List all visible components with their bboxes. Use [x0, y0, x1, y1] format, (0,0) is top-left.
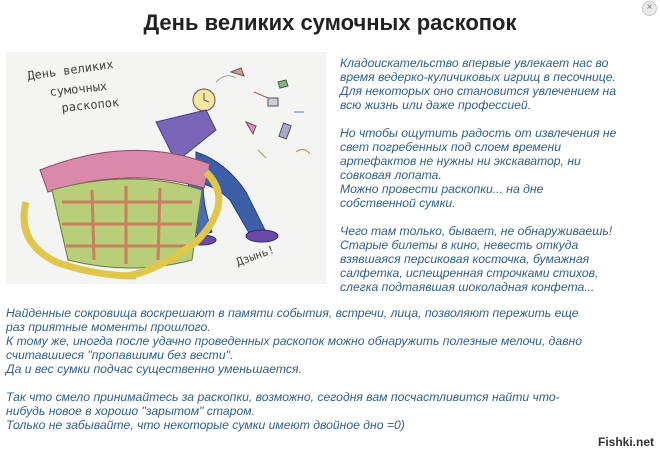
bottom-text: [6, 306, 646, 432]
illustration-sound: Дзынь!: [234, 243, 277, 269]
flying-items-icon: [193, 68, 310, 158]
right-paragraph-2: Но чтобы ощутить радость от извлечения не свет погребенных под слоем времени артефактов не нужны ни экскаватор, ни совковая лопата. Можно провести раскопки... на дне собственной сумки.: [340, 126, 617, 210]
illustration-caption-line-2: сумочных: [48, 79, 108, 99]
right-paragraph-3: Чего там только, бывает, не обнаруживаешь! Старые билеты в кино, невесть откуда взявшаяся персиковая косточка, бумажная салфетка, испещренная строчками стихов, слегка подтаявшая шоколадная конфета...: [340, 224, 613, 294]
right-paragraph-1: Кладоискательство впервые увлекает нас во время ведерко-куличиковых игрищ в песочнице. Для некоторых оно становится увлечением на всю жизнь или даже профессией.: [340, 56, 617, 112]
right-text-column: [340, 56, 652, 294]
bag-icon: [24, 150, 219, 276]
bottom-paragraph-1: Найденные сокровища воскрешают в памяти события, встречи, лица, позволяют пережить еще раз приятные моменты прошлого. К тому же, иногда после удачно проведенных раскопок можно обнаружить полезные мелочи, давно считавшиеся "пропавшими без вести". Да и вес сумки подчас существенно уменьшается.: [6, 306, 583, 376]
close-button[interactable]: ×: [642, 1, 657, 16]
page-title: День великих сумочных раскопок: [143, 10, 517, 35]
bottom-paragraph-2: Так что смело принимайтесь за раскопки, возможно, сегодня вам посчастливится найти что- нибудь новое в хорошо "зарытом" старом. Только не забывайте, что некоторые сумки имеют двойное дно =0): [6, 390, 560, 432]
watermark-logo: Fishki.net: [597, 435, 654, 449]
illustration-caption-line-3: раскопок: [60, 95, 120, 115]
illustration-caption-line-1: День великих: [26, 57, 115, 83]
illustration-bag-dig: [6, 52, 326, 284]
